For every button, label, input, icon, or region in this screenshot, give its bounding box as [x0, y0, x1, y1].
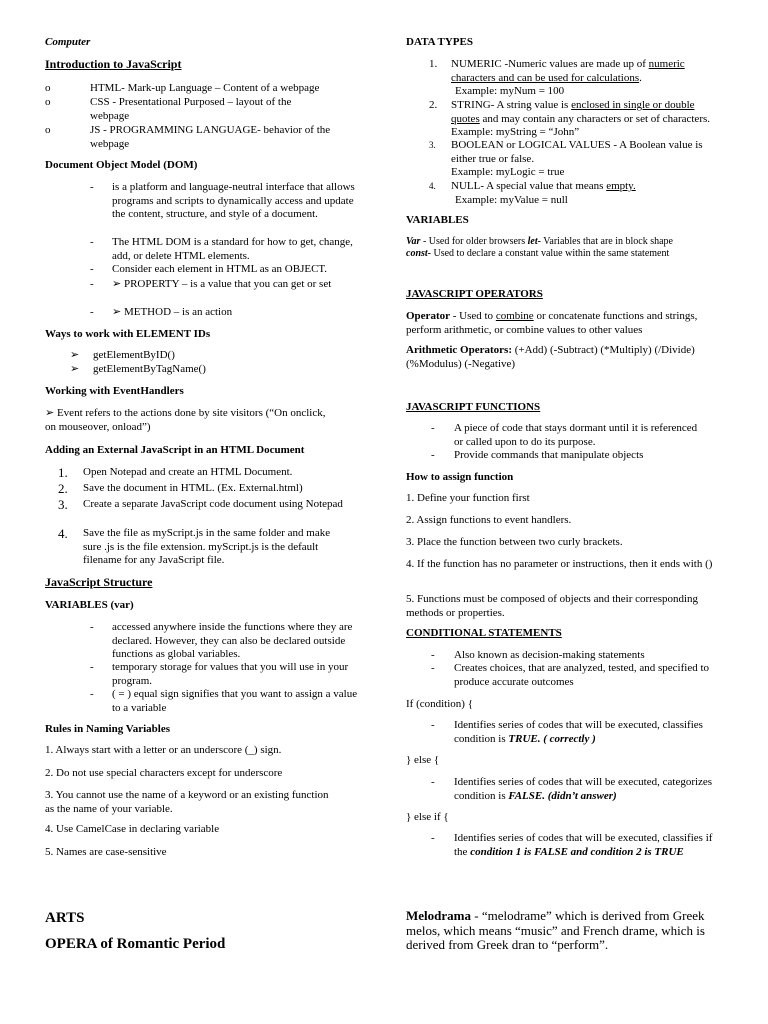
if-desc: - Identifies series of codes that will be executed, classifies condition is TRUE. ( correctly )	[431, 719, 703, 745]
external-step: 1. Open Notepad and create an HTML Document.	[58, 465, 293, 480]
dash-bullet: -	[431, 422, 435, 434]
external-step: 4. Save the file as myScript.js in the same folder and make sure .js is the file extension. myScript.js is the default filename for any JavaScript file.	[58, 526, 331, 567]
conditional-title: CONDITIONAL STATEMENTS	[406, 627, 562, 639]
operator-desc: Operator - Used to combine or concatenate functions and strings, perform arithmetic, or combine values to other values	[406, 310, 698, 336]
events-title: Working with EventHandlers	[45, 385, 184, 397]
data-types-title: DATA TYPES	[406, 36, 473, 48]
intro-title: Introduction to JavaScript	[45, 57, 182, 71]
else-desc: - Identifies series of codes that will be executed, categorizes condition is FALSE. (didn’t answer)	[431, 776, 713, 802]
data-type-item: 4. NULL- A special value that means empty. Example: myValue = null	[429, 180, 636, 206]
conditional-item: - Creates choices, that are analyzed, tested, and specified to produce accurate outcomes	[431, 662, 710, 688]
data-type-item: 2. STRING- A string value is enclosed in single or double quotes and may contain any characters or set of characters. Example: myString = “John”	[429, 99, 711, 139]
intro-item: o HTML- Mark-up Language – Content of a webpage	[45, 82, 320, 94]
intro-item: o CSS - Presentational Purposed – layout of the webpage	[45, 96, 292, 122]
step-number: 4.	[58, 526, 68, 541]
variables-item: - temporary storage for values that you will use in your program.	[90, 661, 349, 687]
opera-heading: OPERA of Romantic Period	[45, 936, 226, 952]
external-title: Adding an External JavaScript in an HTML Document	[45, 444, 305, 456]
rule: 2. Do not use special characters except for underscore	[45, 767, 283, 779]
dash-bullet: -	[431, 719, 435, 731]
dom-item: - ➢ METHOD – is an action	[90, 306, 233, 318]
rules-title: Rules in Naming Variables	[45, 723, 170, 735]
ids-title: Ways to work with ELEMENT IDs	[45, 328, 211, 340]
arrow-bullet: ➢	[70, 363, 80, 375]
dash-bullet: -	[431, 449, 435, 461]
dash-bullet: -	[90, 278, 94, 290]
variables-item: - accessed anywhere inside the functions where they are declared. However, they can also be declared outside functions as global variables.	[90, 621, 353, 661]
functions-title: JAVASCRIPT FUNCTIONS	[406, 401, 541, 413]
arithmetic-desc: Arithmetic Operators: (+Add) (-Subtract) (*Multiply) (/Divide) (%Modulus) (-Negative)	[406, 344, 695, 370]
dash-bullet: -	[431, 832, 435, 844]
rule: 4. Use CamelCase in declaring variable	[45, 823, 220, 835]
structure-title: JavaScript Structure	[45, 575, 153, 589]
assign-step: 1. Define your function first	[406, 492, 530, 504]
dash-bullet: -	[90, 306, 94, 318]
assign-step: 3. Place the function between two curly brackets.	[406, 536, 623, 548]
ids-item: ➢ getElementByTagName()	[70, 363, 206, 375]
subject-label: Computer	[45, 36, 91, 48]
intro-item: o JS - PROGRAMMING LANGUAGE- behavior of the webpage	[45, 124, 331, 150]
step-number: 3.	[58, 497, 68, 512]
dash-bullet: -	[90, 263, 94, 275]
functions-item: - A piece of code that stays dormant until it is referenced or called upon to do its purpose.	[431, 422, 698, 448]
external-step: 2. Save the document in HTML. (Ex. External.html)	[58, 481, 303, 496]
step-number: 2.	[58, 481, 68, 496]
data-type-item: 1. NUMERIC -Numeric values are made up of numeric characters and can be used for calculations. Example: myNum = 100	[429, 58, 685, 98]
ids-item: ➢ getElementByID()	[70, 349, 175, 361]
dash-bullet: -	[90, 236, 94, 248]
dash-bullet: -	[90, 621, 94, 633]
elseif-label: } else if {	[406, 811, 449, 823]
variables-heading: VARIABLES	[406, 214, 469, 226]
var-let-line: Var - Used for older browsers let- Variables that are in block shape	[406, 236, 673, 247]
rule: 3. You cannot use the name of a keyword or an existing function as the name of your variable.	[45, 789, 329, 815]
rule: 1. Always start with a letter or an underscore (_) sign.	[45, 744, 282, 756]
if-label: If (condition) {	[406, 698, 473, 710]
dom-item: - ➢ PROPERTY – is a value that you can get or set	[90, 278, 332, 290]
operators-title: JAVASCRIPT OPERATORS	[406, 288, 543, 300]
const-line: const- Used to declare a constant value within the same statement	[406, 248, 670, 259]
dash-bullet: -	[90, 688, 94, 700]
dash-bullet: -	[431, 662, 435, 674]
dom-title: Document Object Model (DOM)	[45, 159, 198, 171]
assign-title: How to assign function	[406, 471, 514, 483]
dom-item: - Consider each element in HTML as an OBJECT.	[90, 263, 328, 275]
circle-bullet: o	[45, 124, 51, 136]
assign-step: 5. Functions must be composed of objects and their corresponding methods or properties.	[406, 593, 699, 619]
dom-item: - The HTML DOM is a standard for how to get, change, add, or delete HTML elements.	[90, 236, 353, 262]
assign-step: 4. If the function has no parameter or instructions, then it ends with ()	[406, 558, 713, 570]
variables-item: - ( = ) equal sign signifies that you want to assign a value to a variable	[90, 688, 358, 714]
step-number: 1.	[58, 465, 68, 480]
arts-heading: ARTS	[45, 910, 85, 926]
functions-item: - Provide commands that manipulate objects	[431, 449, 644, 461]
conditional-item: - Also known as decision-making statements	[431, 649, 645, 661]
external-step: 3. Create a separate JavaScript code document using Notepad	[58, 497, 343, 512]
dash-bullet: -	[431, 649, 435, 661]
elseif-desc: - Identifies series of codes that will be executed, classifies if the condition 1 is FALSE and condition 2 is TRUE	[431, 832, 713, 858]
events-text: ➢ Event refers to the actions done by site visitors (“On onclick, on mouseover, onload”)	[45, 407, 326, 433]
arrow-bullet: ➢	[70, 349, 80, 361]
data-type-item: 3. BOOLEAN or LOGICAL VALUES - A Boolean value is either true or false. Example: myLogic = true	[429, 139, 703, 179]
dash-bullet: -	[90, 661, 94, 673]
dom-item: - is a platform and language-neutral interface that allows programs and scripts to dynamically access and update the content, structure, and style of a document.	[90, 181, 355, 221]
circle-bullet: o	[45, 82, 51, 94]
variables-title: VARIABLES (var)	[45, 599, 134, 611]
else-label: } else {	[406, 754, 440, 766]
dash-bullet: -	[90, 181, 94, 193]
circle-bullet: o	[45, 96, 51, 108]
melodrama-text: Melodrama - “melodrame” which is derived from Greek melos, which means “music” and French drame, which is derived from Greek dran to “perform”.	[406, 908, 705, 952]
assign-step: 2. Assign functions to event handlers.	[406, 514, 572, 526]
rule: 5. Names are case-sensitive	[45, 846, 167, 858]
dash-bullet: -	[431, 776, 435, 788]
